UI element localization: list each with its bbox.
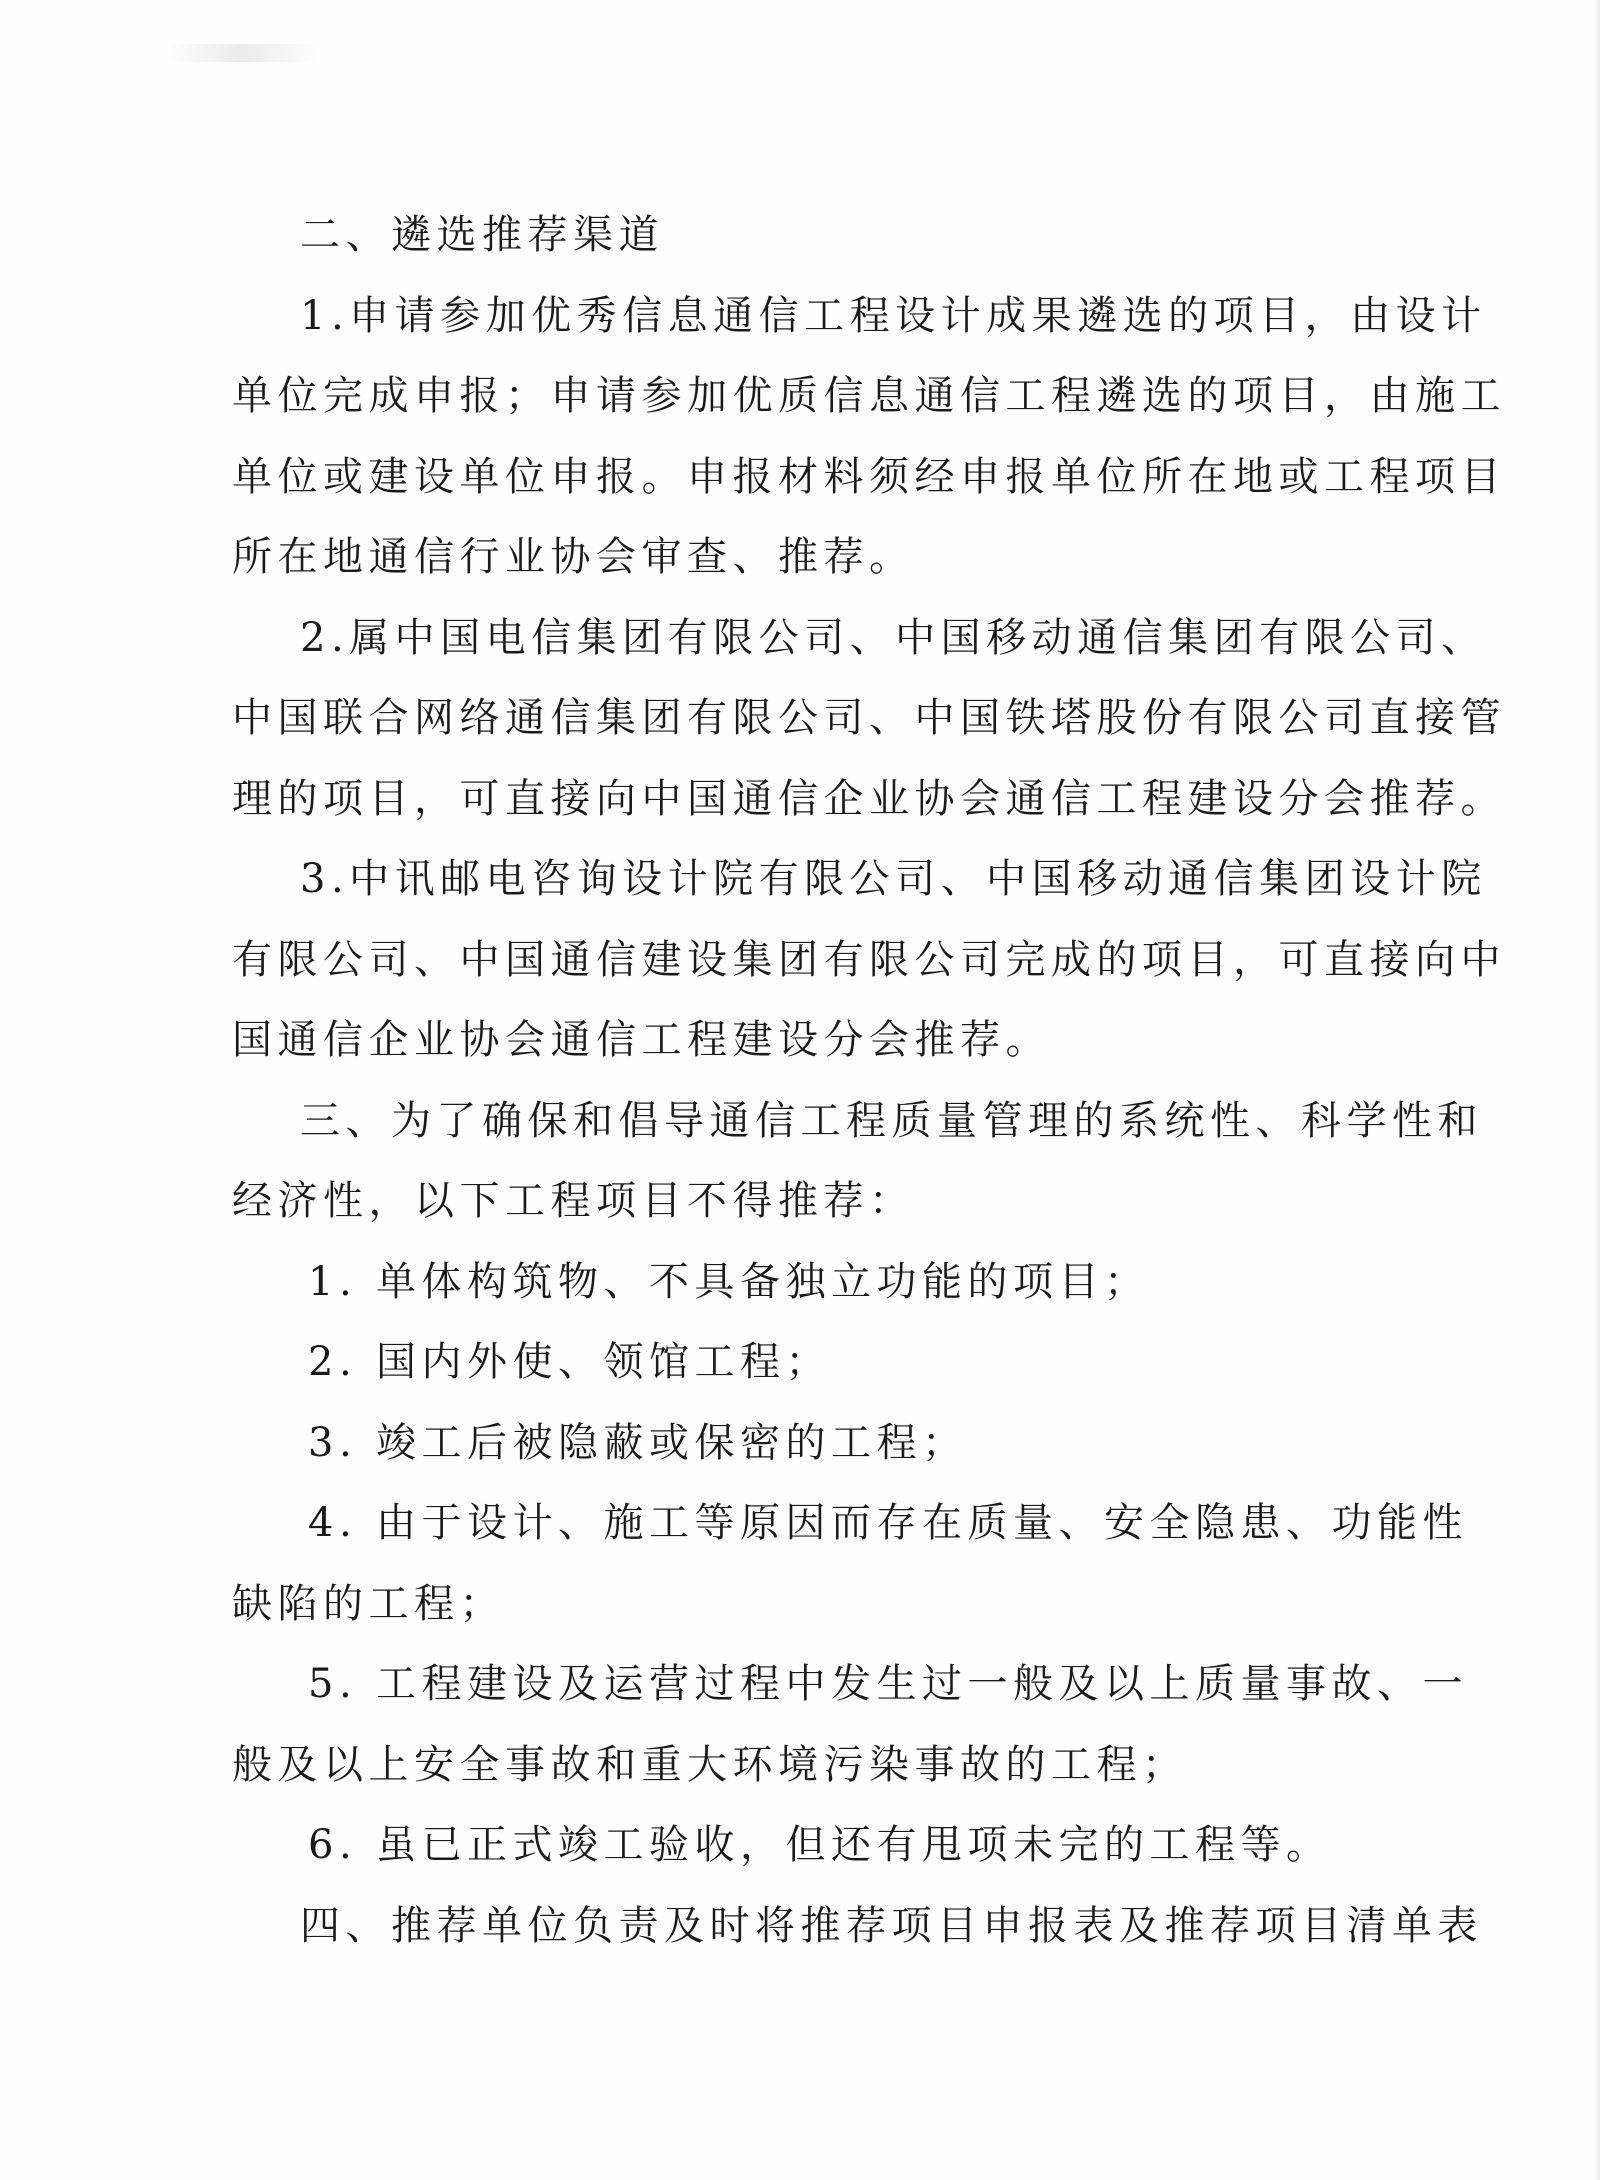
list-item-4-number: 4. [308,1500,358,1546]
list-item-4-line-1 [232,1483,1468,1564]
list-item-3 [232,1403,1387,1484]
section-heading-2: 二、遴选推荐渠道 [300,212,664,258]
section-heading-3-line-1: 三、为了确保和倡导通信工程质量管理的系统性、科学性和 [300,1097,1483,1144]
page-edge-shadow [1594,0,1600,2180]
section-heading-3-line-2: 经济性，以下工程项目不得推荐： [232,1178,915,1224]
list-item-4-line-2: 缺陷的工程； [232,1580,505,1627]
list-item-6-text: 虽已正式竣工验收，但还有甩项未完的工程等。 [376,1822,1332,1868]
section-heading-4-line-1: 四、推荐单位负责及时将推荐项目申报表及推荐项目清单表 [300,1902,1483,1949]
list-item-1 [232,1242,1387,1323]
paragraph-1-line-1: 1.申请参加优秀信息通信工程设计成果遴选的项目，由设计 [300,292,1487,339]
list-item-2-number: 2. [308,1339,358,1385]
list-item-2 [232,1322,1387,1403]
paragraph-1-line-2: 单位完成申报；申请参加优质信息通信工程遴选的项目，由施工 [232,373,1506,419]
list-item-3-text: 竣工后被隐蔽或保密的工程； [376,1419,968,1466]
scan-artifact [168,44,318,62]
paragraph-3-line-1: 3.中讯邮电咨询设计院有限公司、中国移动通信集团设计院 [300,856,1487,902]
paragraph-2-line-1: 2.属中国电信集团有限公司、中国移动通信集团有限公司、 [300,614,1487,661]
list-item-4-text-1: 由于设计、施工等原因而存在质量、安全隐患、功能性 [376,1500,1468,1546]
list-item-6-number: 6. [308,1822,358,1868]
document-body [232,195,1506,1966]
paragraph-2-line-2: 中国联合网络通信集团有限公司、中国铁塔股份有限公司直接管 [232,695,1506,741]
list-item-5-text-1: 工程建设及运营过程中发生过一般及以上质量事故、一 [376,1661,1468,1707]
list-item-1-number: 1. [308,1258,358,1305]
list-item-5-line-1 [232,1644,1468,1725]
paragraph-3-line-3: 国通信企业协会通信工程建设分会推荐。 [232,1017,1051,1063]
paragraph-1-line-4: 所在地通信行业协会审查、推荐。 [232,534,915,580]
list-item-3-number: 3. [308,1419,358,1466]
list-item-5-line-2: 般及以上安全事故和重大环境污染事故的工程； [232,1741,1188,1788]
paragraph-2-line-3: 理的项目，可直接向中国通信企业协会通信工程建设分会推荐。 [232,775,1506,822]
list-item-2-text: 国内外使、领馆工程； [376,1339,831,1385]
paragraph-3-line-2: 有限公司、中国通信建设集团有限公司完成的项目，可直接向中 [232,936,1506,983]
list-item-1-text: 单体构筑物、不具备独立功能的项目； [376,1258,1150,1305]
list-item-6 [232,1805,1387,1886]
list-item-5-number: 5. [308,1661,358,1707]
paragraph-1-line-3: 单位或建设单位申报。申报材料须经申报单位所在地或工程项目 [232,453,1506,500]
